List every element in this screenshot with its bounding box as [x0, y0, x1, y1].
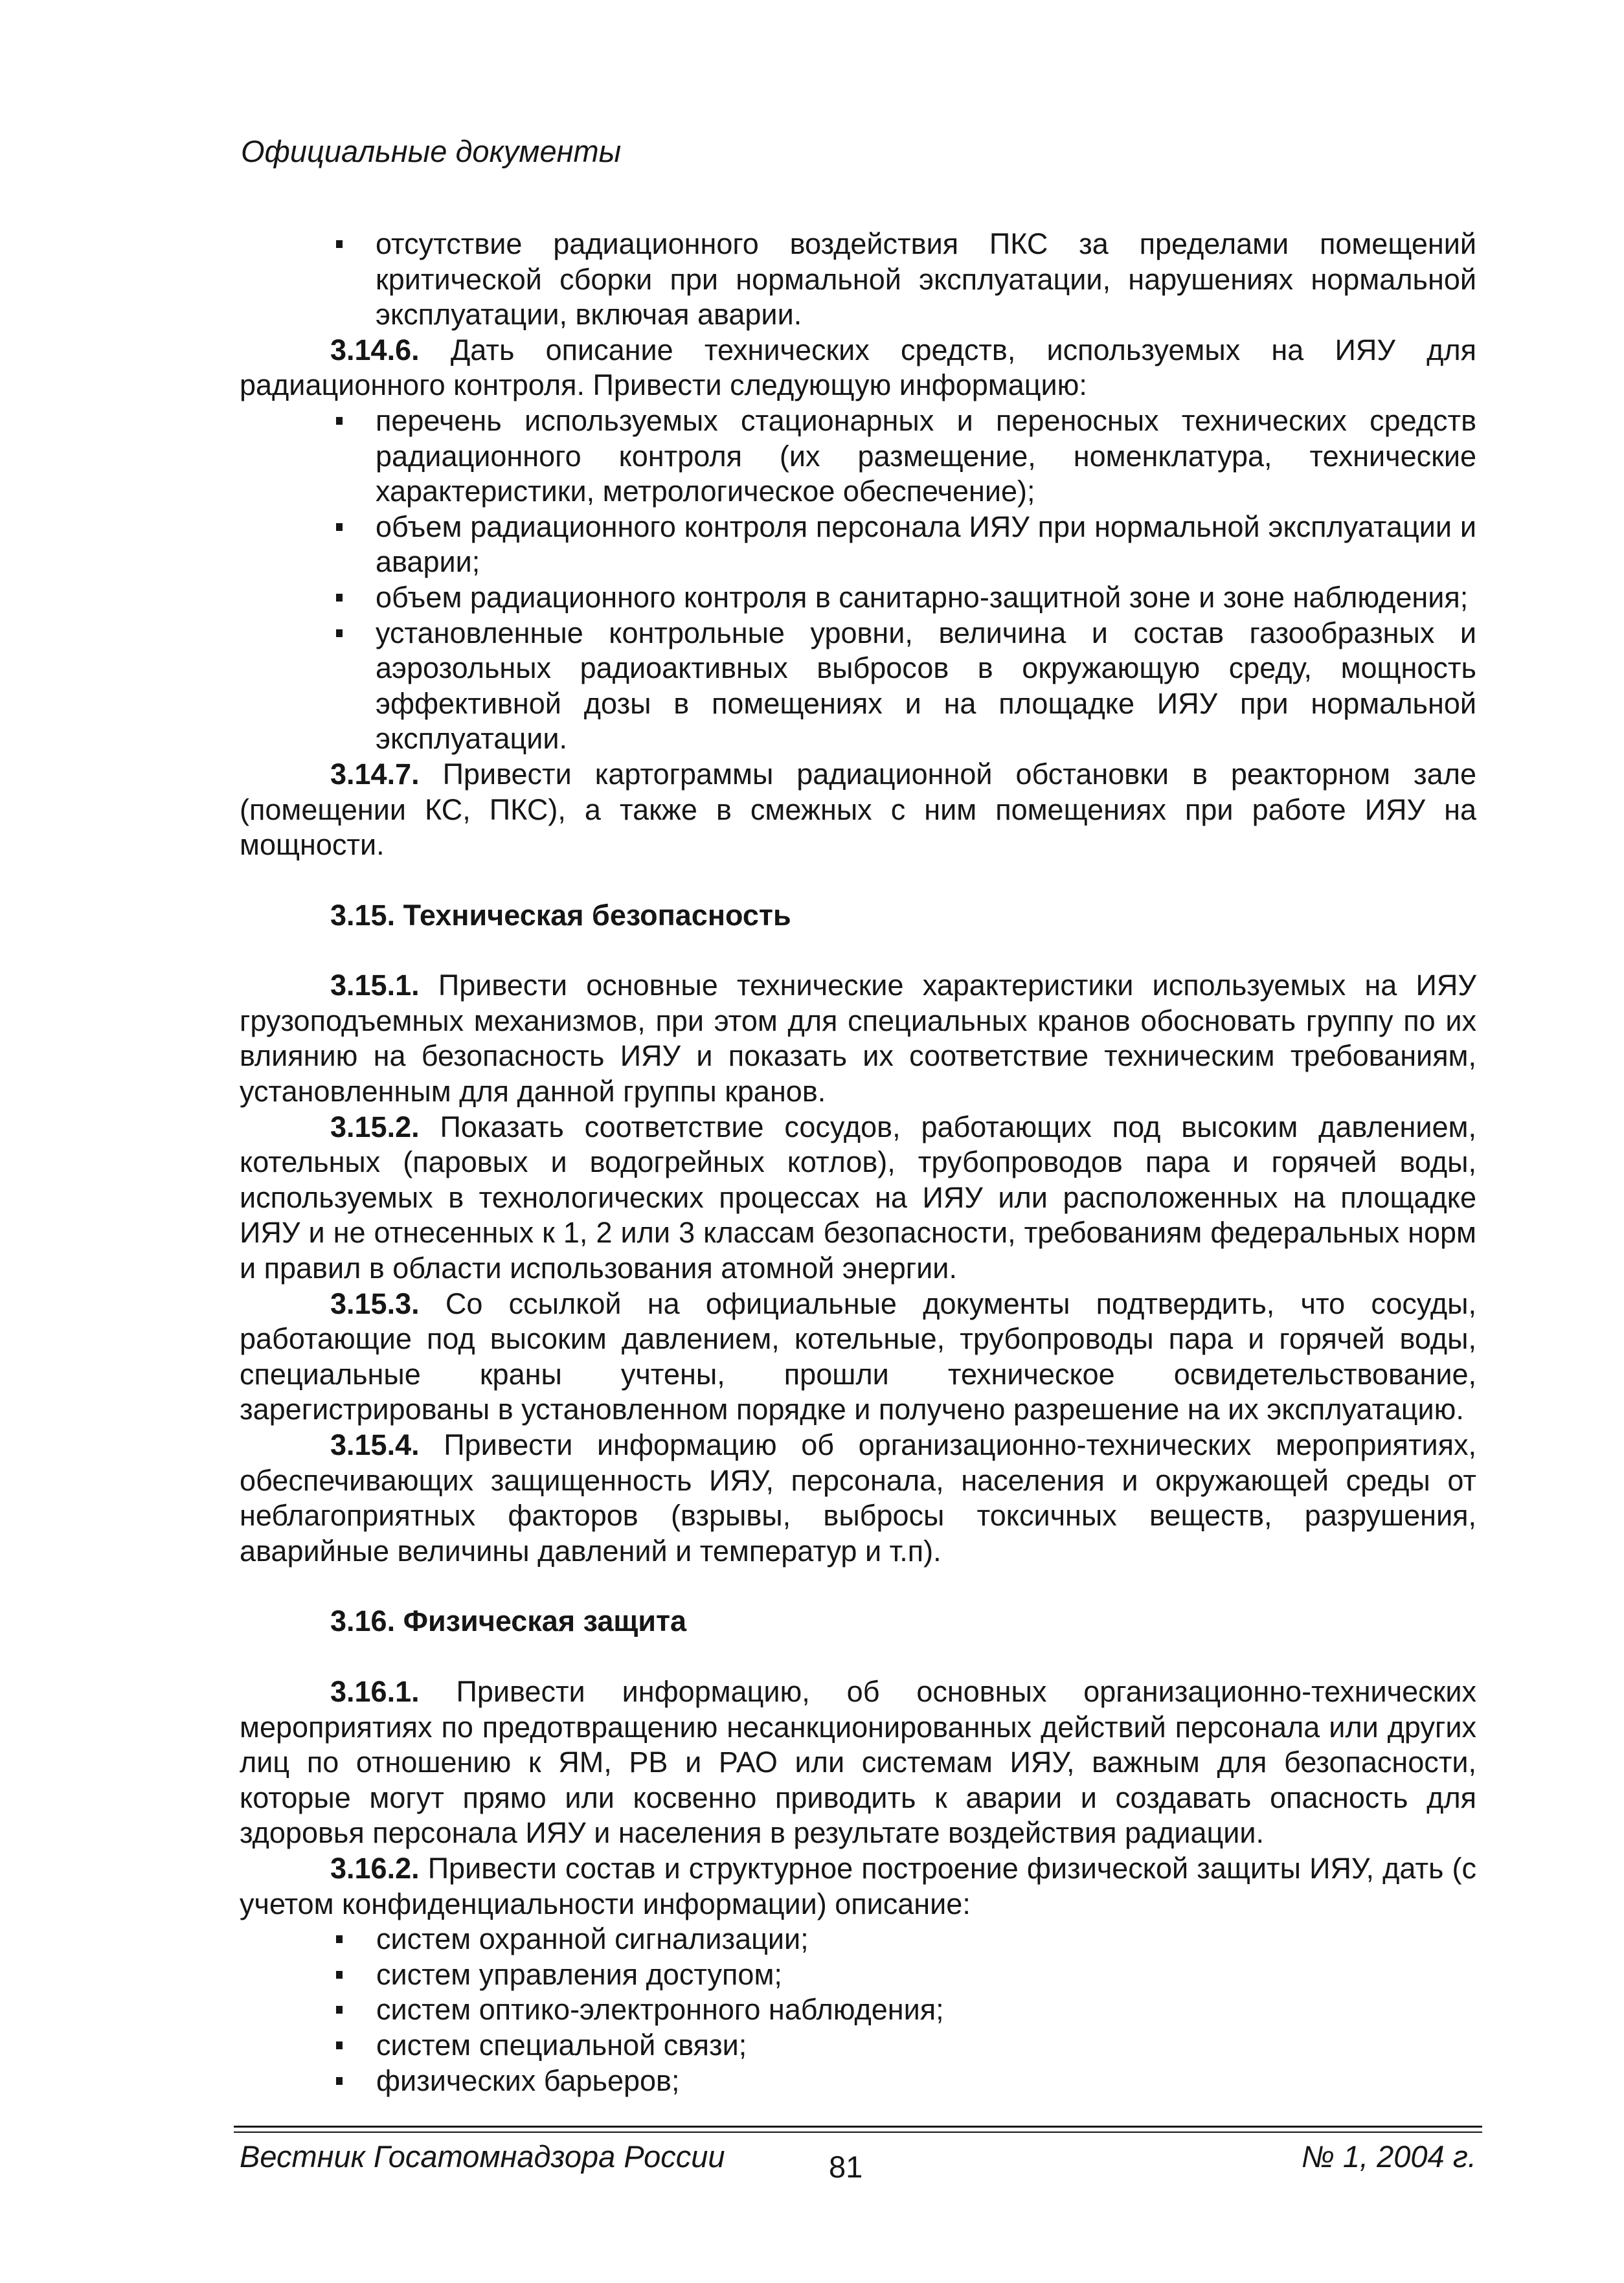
- bullet-icon: [336, 2077, 343, 2085]
- paragraph-3-14-7: 3.14.7. Привести картограммы радиационной обстановки в реакторном зале (помещении КС, ПКС), а также в смежных с ним помещениях при работе ИЯУ на мощности.: [240, 757, 1476, 862]
- bullet-icon: [336, 2041, 343, 2049]
- paragraph-3-16-2: 3.16.2. Привести состав и структурное построение физической защиты ИЯУ, дать (с учетом конфиденциальности информации) описание:: [240, 1851, 1476, 1920]
- list-item: перечень используемых стационарных и переносных технических средств радиационного контроля (их размещение, номенклатура, технические характеристики, метрологическое обеспечение);: [240, 403, 1476, 510]
- list-item: объем радиационного контроля в санитарно-защитной зоне и зоне наблюдения;: [240, 580, 1476, 616]
- bullet-icon: [336, 240, 343, 248]
- document-body: [240, 227, 1476, 2098]
- footer-journal-title: Вестник Госатомнадзора России: [240, 2139, 725, 2174]
- clause-number: 3.16.2.: [330, 1851, 420, 1885]
- bullet-icon: [336, 1935, 343, 1943]
- footer-rule: [234, 2131, 1482, 2133]
- bullet-icon: [336, 2006, 343, 2014]
- clause-number: 3.15.3.: [330, 1287, 420, 1320]
- clause-number: 3.14.6.: [330, 333, 420, 366]
- bullet-list-radiation-control: [240, 403, 1476, 757]
- footer-rule: [234, 2126, 1482, 2128]
- paragraph-3-15-4: 3.15.4. Привести информацию об организационно-технических мероприятиях, обеспечивающих защищенность ИЯУ, персонала, населения и окружающей среды от неблагоприятных факторов (взрывы, выбросы токсичных веществ, разрушения, аварийные величины давлений и температур и т.п).: [240, 1428, 1476, 1568]
- bullet-icon: [336, 594, 343, 602]
- paragraph-3-16-1: 3.16.1. Привести информацию, об основных организационно-технических мероприятиях по предотвращению несанкционированных действий персонала или других лиц по отношению к ЯМ, РВ и РАО или системам ИЯУ, важным для безопасности, которые могут прямо или косвенно приводить к аварии и создавать опасность для здоровья персонала ИЯУ и населения в результате воздействия радиации.: [240, 1674, 1476, 1850]
- list-item: систем охранной сигнализации;: [240, 1922, 1476, 1957]
- paragraph-3-15-3: 3.15.3. Со ссылкой на официальные документы подтвердить, что сосуды, работающие под высоким давлением, котельные, трубопроводы пара и горячей воды, специальные краны учтены, прошли техническое освидетельствование, зарегистрированы в установленном порядке и получено разрешение на их эксплуатацию.: [240, 1287, 1476, 1426]
- list-item: установленные контрольные уровни, величина и состав газообразных и аэрозольных радиоактивных выбросов в окружающую среду, мощность эффективной дозы в помещениях и на площадке ИЯУ при нормальной эксплуатации.: [240, 616, 1476, 757]
- list-item: систем управления доступом;: [240, 1957, 1476, 1993]
- paragraph-3-14-6: 3.14.6. Дать описание технических средств, используемых на ИЯУ для радиационного контроля. Привести следующую информацию:: [240, 333, 1476, 402]
- section-heading-3-15: 3.15. Техническая безопасность: [330, 898, 791, 932]
- list-item: систем специальной связи;: [240, 2028, 1476, 2064]
- list-item: систем оптико-электронного наблюдения;: [240, 1992, 1476, 2028]
- clause-number: 3.15.4.: [330, 1428, 420, 1461]
- paragraph-3-15-1: 3.15.1. Привести основные технические характеристики используемых на ИЯУ грузоподъемных механизмов, при этом для специальных кранов обосновать группу по их влиянию на безопасность ИЯУ и показать их соответствие техническим требованиям, установленным для данной группы кранов.: [240, 969, 1476, 1108]
- bullet-icon: [336, 1971, 343, 1979]
- list-item: объем радиационного контроля персонала ИЯУ при нормальной эксплуатации и аварии;: [240, 510, 1476, 580]
- clause-number: 3.16.1.: [330, 1674, 420, 1708]
- paragraph-3-15-2: 3.15.2. Показать соответствие сосудов, работающих под высоким давлением, котельных (паровых и водогрейных котлов), трубопроводов пара и горячей воды, используемых в технологических процессах на ИЯУ или расположенных на площадке ИЯУ и не отнесенных к 1, 2 или 3 классам безопасности, требованиям федеральных норм и правил в области использования атомной энергии.: [240, 1110, 1476, 1285]
- page-number: 81: [829, 2150, 863, 2184]
- list-item: отсутствие радиационного воздействия ПКС за пределами помещений критической сборки при нормальной эксплуатации, нарушениях нормальной эксплуатации, включая аварии.: [240, 227, 1476, 333]
- bullet-icon: [336, 629, 343, 637]
- footer-issue: № 1, 2004 г.: [1301, 2139, 1476, 2174]
- bullet-icon: [336, 523, 343, 531]
- clause-number: 3.15.1.: [330, 969, 420, 1002]
- bullet-list-radiation-impact: [240, 227, 1476, 333]
- section-heading-3-16: 3.16. Физическая защита: [330, 1604, 687, 1638]
- clause-number: 3.15.2.: [330, 1110, 420, 1143]
- bullet-icon: [336, 417, 343, 425]
- clause-number: 3.14.7.: [330, 757, 420, 791]
- running-header: Официальные документы: [241, 134, 622, 168]
- list-item: физических барьеров;: [240, 2064, 1476, 2099]
- bullet-list-physical-protection: [240, 1922, 1476, 2098]
